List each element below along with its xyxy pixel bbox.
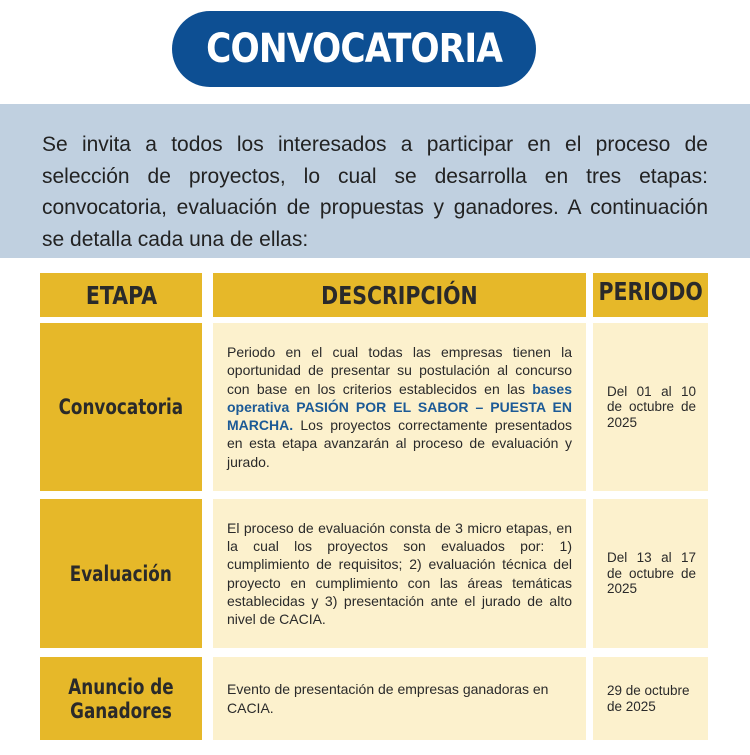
description-anuncio <box>213 657 586 740</box>
stage-evaluacion <box>40 499 202 648</box>
period-text: Del 01 al 10 de octubre de 2025 <box>607 383 696 430</box>
period-anuncio <box>593 657 708 740</box>
description-evaluacion <box>213 499 586 648</box>
description-text: Evento de presentación de empresas ganadoras en CACIA. <box>227 681 549 716</box>
description-text: Periodo en el cual todas las empresas tienen la oportunidad de presentar su postulación al concurso con base en los criterios establecidos en las bases operativa PASIÓN POR EL SABOR – PUESTA EN MARCHA. Los proyectos correctamente presentados en esta etapa avanzarán al proceso de evaluación y jurado. <box>227 344 572 470</box>
description-text: El proceso de evaluación consta de 3 micro etapas, en la cual los proyectos son evaluados por: 1) cumplimiento de requisitos; 2) evaluación técnica del proyecto en cumplimiento con las áreas temáticas establecidas y 3) presentación ante el jurado de alto nivel de CACIA. <box>227 519 572 627</box>
header-periodo <box>593 273 708 317</box>
header-periodo-label: PERIODO <box>598 277 703 306</box>
header-descripcion <box>213 273 586 317</box>
stage-label: Anuncio de Ganadores <box>68 674 174 723</box>
period-text: Del 13 al 17 de octubre de 2025 <box>607 550 696 597</box>
period-evaluacion <box>593 499 708 648</box>
period-text: 29 de octubre de 2025 <box>607 683 690 714</box>
intro-panel <box>0 104 750 258</box>
intro-text: Se invita a todos los interesados a participar en el proceso de selección de proyectos, lo cual se desarrolla en tres etapas: convocatoria, evaluación de propuestas y ganadores. A continuación se detalla cada una de ellas: <box>42 133 708 251</box>
period-convocatoria <box>593 323 708 491</box>
stage-convocatoria <box>40 323 202 491</box>
page-title: CONVOCATORIA <box>205 26 503 72</box>
header-descripcion-label: DESCRIPCIÓN <box>321 280 478 310</box>
stage-label: Evaluación <box>69 561 173 586</box>
description-convocatoria <box>213 323 586 491</box>
bases-highlight: bases operativa PASIÓN POR EL SABOR – PUESTA EN MARCHA. <box>227 380 572 434</box>
stage-anuncio-ganadores <box>40 657 202 740</box>
stage-label: Convocatoria <box>58 395 184 419</box>
title-banner <box>172 11 536 87</box>
header-etapa-label: ETAPA <box>85 280 157 310</box>
header-etapa <box>40 273 202 317</box>
